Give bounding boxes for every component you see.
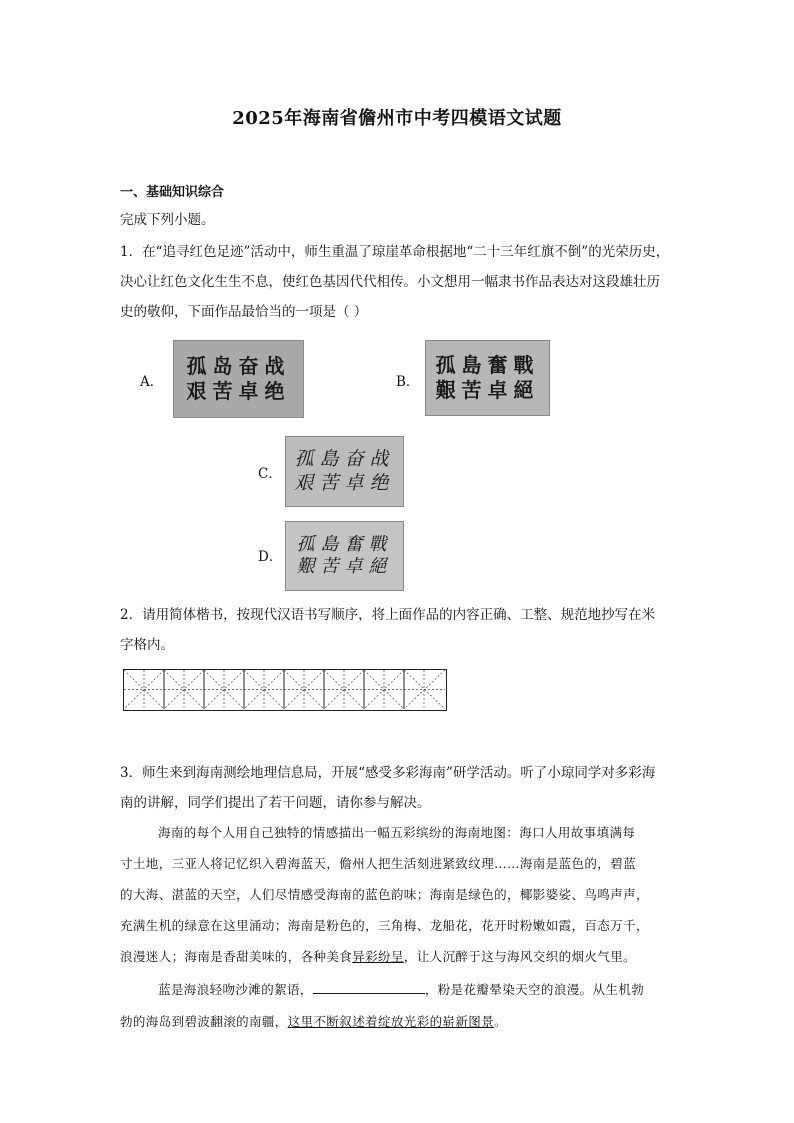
passage-text: 蓝是海浪轻吻沙滩的絮语，	[158, 982, 313, 997]
passage-line: 的大海、湛蓝的天空，人们尽情感受海南的蓝色韵味；海南是绿色的，椰影婆娑、鸟鸣声声，	[120, 887, 649, 902]
option-b-letter: B．	[396, 374, 420, 390]
q1-line: 决心让红色文化生生不息，使红色基因代代相传。小文想用一幅隶书作品表达对这段雄壮历	[120, 274, 660, 290]
passage-text: ，让人沉醉于这与海风交织的烟火气里。	[403, 949, 637, 964]
underlined-phrase: 异彩纷呈	[352, 949, 404, 964]
option-d-row2: 艱苦卓絕	[296, 556, 393, 577]
option-c-calligraphy-image[interactable]	[285, 436, 404, 507]
mi-character-grid[interactable]	[123, 669, 447, 711]
q1-line: 史的敬仰，下面作品最恰当的一项是（ ）	[120, 304, 368, 320]
q1-line: 1．在“追寻红色足迹”活动中，师生重温了琼崖革命根据地“二十三年红旗不倒”的光荣历史，	[120, 244, 670, 260]
q3-line: 3．师生来到海南测绘地理信息局，开展“感受多彩海南”研学活动。听了小琼同学对多彩海	[120, 765, 656, 781]
passage-text: 勃的海岛到碧波翻滚的南疆，	[120, 1014, 288, 1029]
option-d-row1: 孤島奮戰	[296, 533, 393, 555]
section-heading: 一、基础知识综合	[120, 185, 225, 200]
option-a-calligraphy-image[interactable]	[173, 340, 304, 418]
option-b-calligraphy-image[interactable]	[425, 340, 550, 416]
q2-line: 2．请用简体楷书，按现代汉语书写顺序，将上面作品的内容正确、工整、规范地抄写在米	[120, 607, 656, 623]
passage-line	[120, 947, 636, 965]
passage-text: 浪漫迷人；海南是香甜美味的，各种美食	[120, 949, 353, 964]
passage2-line	[120, 1012, 507, 1030]
option-d-letter: D．	[258, 549, 283, 565]
option-b-row2: 艱苦卓絕	[435, 378, 540, 402]
q2-line: 字格内。	[120, 637, 174, 653]
mi-grid-lines	[124, 670, 445, 709]
instruction-text: 完成下列小题。	[120, 212, 215, 228]
passage-line: 充满生机的绿意在这里涌动；海南是粉色的，三角梅、龙船花，花开时粉嫩如霞，百态万千，	[120, 918, 649, 933]
option-a-letter: A．	[140, 374, 164, 390]
option-d-calligraphy-image[interactable]	[285, 521, 404, 591]
option-c-row1: 孤島奋战	[294, 447, 395, 470]
option-a-row2: 艰苦卓绝	[186, 379, 291, 403]
page-title: 2025年海南省儋州市中考四模语文试题	[232, 108, 562, 129]
fill-in-blank[interactable]	[313, 981, 425, 994]
passage-text: 。	[494, 1014, 508, 1029]
passage-line: 寸土地，三亚人将记忆织入碧海蓝天，儋州人把生活刻进紧致纹理……海南是蓝色的，碧蓝	[120, 856, 637, 871]
underlined-sentence: 这里不断叙述着绽放光彩的崭新图景	[287, 1014, 495, 1029]
option-a-row1: 孤岛奋战	[186, 354, 291, 378]
passage-text: ，粉是花瓣晕染天空的浪漫。从生机勃	[424, 982, 645, 997]
q3-line: 南的讲解，同学们提出了若干问题，请你参与解决。	[120, 795, 431, 811]
passage-line: 海南的每个人用自己独特的情感描出一幅五彩缤纷的海南地图：海口人用故事填满每	[158, 825, 636, 840]
option-c-letter: C．	[258, 466, 282, 482]
passage2-line	[158, 980, 644, 998]
option-b-row1: 孤島奮戰	[435, 353, 540, 377]
option-c-row2: 艰苦卓绝	[294, 471, 395, 494]
